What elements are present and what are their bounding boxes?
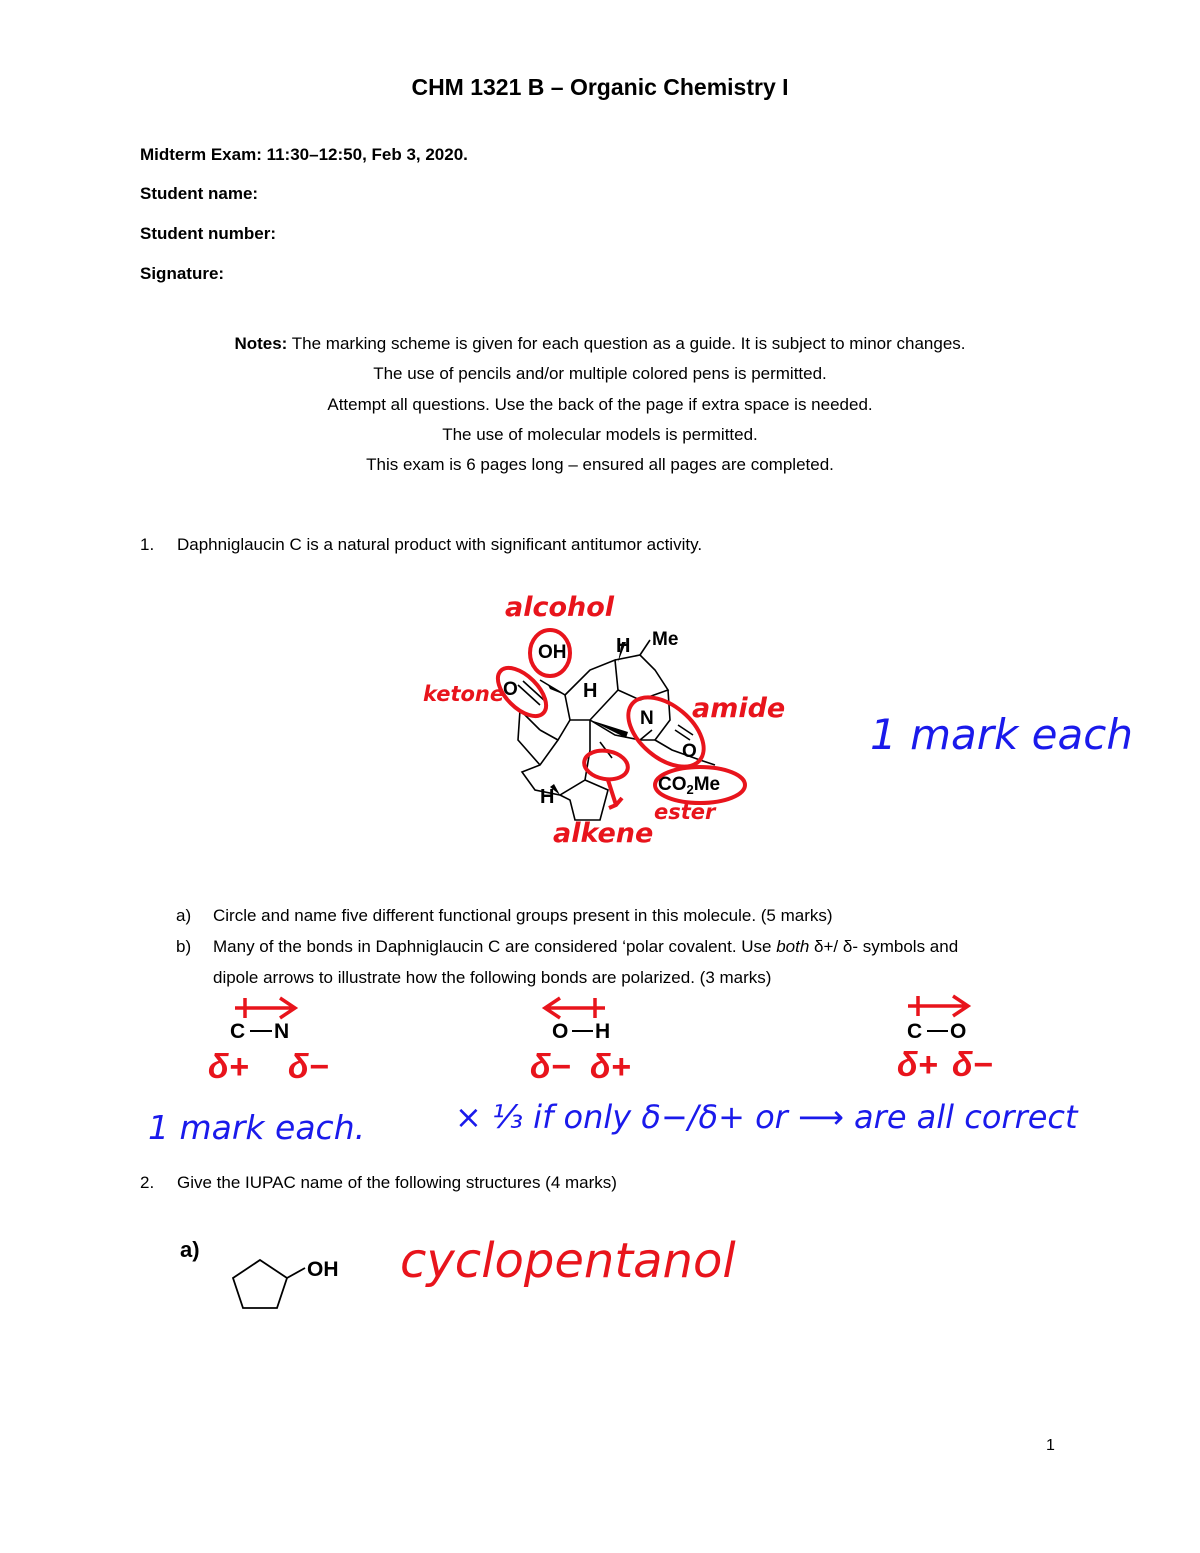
annotation-ester: ester — [654, 800, 716, 824]
label-h-bottom: H — [540, 786, 555, 808]
notes-line-1 — [0, 334, 1200, 354]
delta-cn-left: δ+ — [208, 1048, 249, 1086]
label-oh: OH — [538, 642, 567, 663]
q1-part-b-line-2: dipole arrows to illustrate how the following bonds are polarized. (3 marks) — [213, 968, 772, 987]
bond-polarization-drawings — [190, 988, 1020, 1088]
blue-note-mark-each: 1 mark each. — [148, 1108, 366, 1147]
cyclopentanol-structure — [225, 1250, 355, 1320]
alkene-arrow — [608, 780, 622, 808]
answer-cyclopentanol: cyclopentanol — [400, 1233, 736, 1289]
notes-line-4: The use of molecular models is permitted. — [442, 425, 758, 444]
blue-note-partial-credit: × ⅓ if only δ−/δ+ or ⟶ are all correct — [455, 1098, 1078, 1136]
signature-label: Signature: — [140, 264, 225, 283]
q2-part-a-label: a) — [180, 1237, 200, 1262]
annotation-ketone: ketone — [423, 682, 505, 706]
page-number: 1 — [1046, 1437, 1055, 1454]
delta-co-right: δ− — [952, 1046, 993, 1084]
annotation-amide: amide — [692, 693, 786, 724]
q1-text: Daphniglaucin C is a natural product with significant antitumor activity. — [177, 535, 703, 554]
q1-part-b-line-1: Many of the bonds in Daphniglaucin C are considered ‘polar covalent. Use both δ+/ δ- symbols and — [213, 937, 959, 956]
label-amide-o: O — [682, 741, 697, 762]
label-ketone-o: O — [503, 679, 518, 700]
bond-co-right: O — [950, 1020, 967, 1043]
label-co2me: $CO_2Me$ — [658, 774, 721, 797]
annotation-alkene: alkene — [553, 818, 654, 849]
dipole-arrow-co — [908, 996, 968, 1016]
notes-line-5: This exam is 6 pages long – ensured all pages are completed. — [366, 455, 834, 474]
dipole-arrow-cn — [235, 998, 295, 1018]
q1-part-a-text: Circle and name five different functional groups present in this molecule. (5 marks) — [213, 906, 833, 925]
student-number-label: Student number: — [140, 224, 276, 243]
wedge-bond-2 — [590, 720, 628, 738]
label-me: Me — [652, 629, 679, 650]
label-h-top: H — [616, 635, 631, 657]
cyclopentane-ring — [233, 1260, 287, 1308]
q2-number: 2. — [140, 1173, 155, 1192]
course-title: CHM 1321 B – Organic Chemistry I — [411, 74, 789, 100]
bond-oh-right: H — [595, 1020, 611, 1043]
notes-line-1-text: The marking scheme is given for each question as a guide. It is subject to minor changes. — [287, 334, 966, 353]
label-h-mid: H — [583, 680, 598, 702]
delta-cn-right: δ− — [288, 1048, 329, 1086]
notes-line-2: The use of pencils and/or multiple colored pens is permitted. — [373, 364, 827, 383]
q1-part-b-letter: b) — [176, 937, 192, 956]
annotation-mark-each: 1 mark each — [870, 710, 1133, 759]
label-oh-cyclopentanol: OH — [307, 1258, 339, 1281]
bond-co-left: C — [907, 1020, 923, 1043]
delta-co-left: δ+ — [897, 1046, 938, 1084]
q2-text: Give the IUPAC name of the following structures (4 marks) — [177, 1173, 617, 1192]
label-n: N — [640, 708, 654, 729]
q1-number: 1. — [140, 535, 155, 554]
exam-time-line: Midterm Exam: 11:30–12:50, Feb 3, 2020. — [140, 145, 468, 164]
delta-oh-left: δ− — [530, 1048, 571, 1086]
delta-oh-right: δ+ — [590, 1048, 631, 1086]
notes-label: Notes: — [234, 334, 288, 353]
q1-part-a-letter: a) — [176, 906, 192, 925]
notes-line-3: Attempt all questions. Use the back of the page if extra space is needed. — [327, 395, 873, 414]
student-name-label: Student name: — [140, 184, 259, 203]
annotation-alcohol: alcohol — [505, 592, 615, 623]
bond-cn-right: N — [274, 1020, 290, 1043]
dipole-arrow-oh — [545, 998, 605, 1018]
bond-cn-left: C — [230, 1020, 246, 1043]
circle-alkene — [582, 747, 630, 782]
bond-oh-left: O — [552, 1020, 569, 1043]
